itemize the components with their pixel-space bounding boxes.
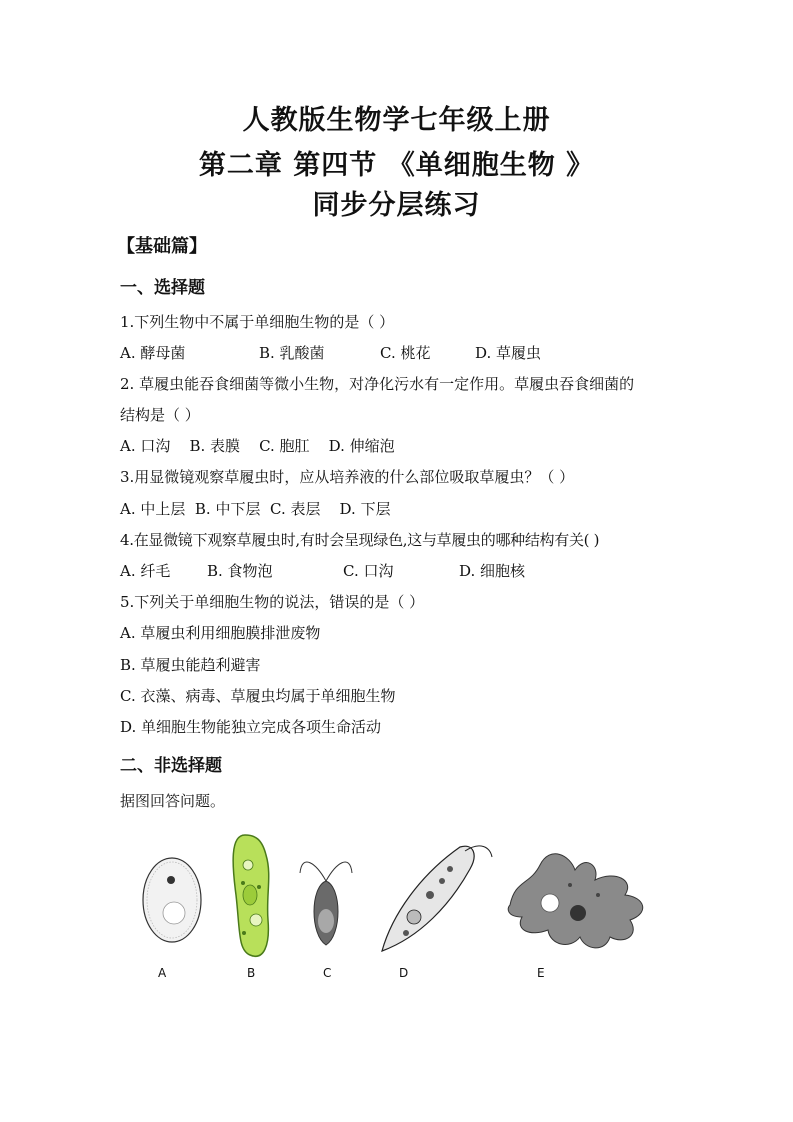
q3-options: A. 中上层 B. 中下层 C. 表层 D. 下层: [120, 500, 391, 518]
q5-option-d: D. 单细胞生物能独立完成各项生命活动: [120, 718, 382, 736]
title-line-3: 同步分层练习: [312, 190, 481, 221]
q2-options: A. 口沟 B. 表膜 C. 胞肛 D. 伸缩泡: [120, 437, 395, 455]
organism-c-chlamydomonas-illustration: [300, 862, 352, 945]
level-heading: 【基础篇】: [117, 236, 207, 257]
question-3: 3.用显微镜观察草履虫时，应从培养液的什么部位吸取草履虫？（ ）: [120, 468, 575, 486]
organism-d-euglena-illustration: [382, 846, 492, 951]
figure-label-a: A: [158, 966, 167, 980]
q1-option-c: C. 桃花: [380, 344, 431, 362]
question-2-line-1: 2. 草履虫能吞食细菌等微小生物，对净化污水有一定作用。草履虫吞食细菌的: [120, 375, 635, 393]
question-4: 4.在显微镜下观察草履虫时,有时会呈现绿色,这与草履虫的哪种结构有关( ): [120, 531, 600, 549]
title-line-2: 第二章 第四节 《单细胞生物 》: [198, 150, 595, 181]
q1-option-b: B. 乳酸菌: [259, 344, 325, 362]
figure-label-c: C: [323, 966, 332, 980]
q4-option-c: C. 口沟: [343, 562, 394, 580]
q1-option-a: A. 酵母菌: [120, 344, 186, 362]
q5-option-a: A. 草履虫利用细胞膜排泄废物: [120, 624, 321, 642]
q4-option-a: A. 纤毛: [120, 562, 171, 580]
question-5: 5.下列关于单细胞生物的说法，错误的是（ ）: [120, 593, 425, 611]
figure-label-d: D: [399, 966, 409, 980]
organism-e-amoeba-illustration: [508, 854, 643, 948]
figure-label-b: B: [247, 966, 256, 980]
title-line-1: 人教版生物学七年级上册: [242, 105, 551, 136]
q5-option-b: B. 草履虫能趋利避害: [120, 656, 261, 674]
q4-option-d: D. 细胞核: [459, 562, 526, 580]
question-2-line-2: 结构是（ ）: [120, 406, 200, 424]
organism-a-yeast-illustration: [143, 858, 201, 942]
section-heading-nonchoice: 二、非选择题: [120, 756, 222, 776]
q4-option-b: B. 食物泡: [207, 562, 273, 580]
question-1: 1.下列生物中不属于单细胞生物的是（ ）: [120, 313, 395, 331]
organism-b-paramecium-illustration: [233, 835, 269, 956]
figure-label-e: E: [537, 966, 545, 980]
organisms-figure: [130, 825, 690, 995]
q5-option-c: C. 衣藻、病毒、草履虫均属于单细胞生物: [120, 687, 396, 705]
figure-instruction: 据图回答问题。: [120, 792, 226, 810]
section-heading-choice: 一、选择题: [120, 278, 205, 298]
q1-option-d: D. 草履虫: [475, 344, 542, 362]
